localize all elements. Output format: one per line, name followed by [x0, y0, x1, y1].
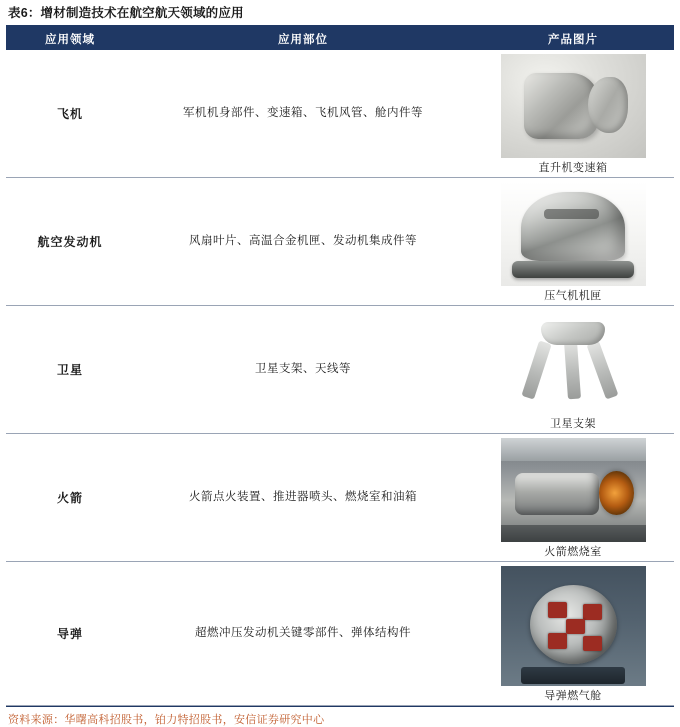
source-note: 资料来源：华曙高科招股书，铂力特招股书，安信证券研究中心: [8, 714, 325, 726]
application-table: [6, 27, 674, 706]
cell-field: 卫星: [6, 306, 134, 434]
table-header: [6, 27, 674, 50]
table-body: [6, 50, 674, 706]
cell-field: 航空发动机: [6, 178, 134, 306]
header-row: [6, 27, 674, 50]
table-row: [6, 562, 674, 706]
table-row: [6, 178, 674, 306]
cell-parts: 风扇叶片、高温合金机匣、发动机集成件等: [134, 178, 472, 306]
cell-field: 火箭: [6, 434, 134, 562]
table-row: [6, 50, 674, 178]
image-caption: 压气机机匣: [544, 290, 602, 302]
compressor-casing-photo: [501, 182, 646, 286]
cell-parts: 火箭点火装置、推进器喷头、燃烧室和油箱: [134, 434, 472, 562]
cell-parts: 军机机身部件、变速箱、飞机风管、舱内件等: [134, 50, 472, 178]
rocket-combustion-chamber-photo: [501, 438, 646, 542]
cell-image: [472, 178, 674, 306]
missile-gas-cabin-photo: [501, 566, 646, 686]
column-header-image: 产品图片: [472, 27, 674, 50]
table-row: [6, 434, 674, 562]
helicopter-gearbox-photo: [501, 54, 646, 158]
cell-image: [472, 306, 674, 434]
cell-image: [472, 50, 674, 178]
cell-parts: 超燃冲压发动机关键零部件、弹体结构件: [134, 562, 472, 706]
cell-field: 飞机: [6, 50, 134, 178]
cell-field: 导弹: [6, 562, 134, 706]
cell-parts: 卫星支架、天线等: [134, 306, 472, 434]
image-caption: 导弹燃气舱: [544, 690, 602, 702]
column-header-field: 应用领域: [6, 27, 134, 50]
column-header-part: 应用部位: [134, 27, 472, 50]
cell-image: [472, 434, 674, 562]
table-row: [6, 306, 674, 434]
satellite-bracket-photo: [501, 310, 646, 414]
image-caption: 火箭燃烧室: [544, 546, 602, 558]
image-caption: 直升机变速箱: [538, 162, 608, 174]
image-caption: 卫星支架: [550, 418, 596, 430]
cell-image: [472, 562, 674, 706]
table-caption: 表6：增材制造技术在航空航天领域的应用: [8, 6, 244, 20]
